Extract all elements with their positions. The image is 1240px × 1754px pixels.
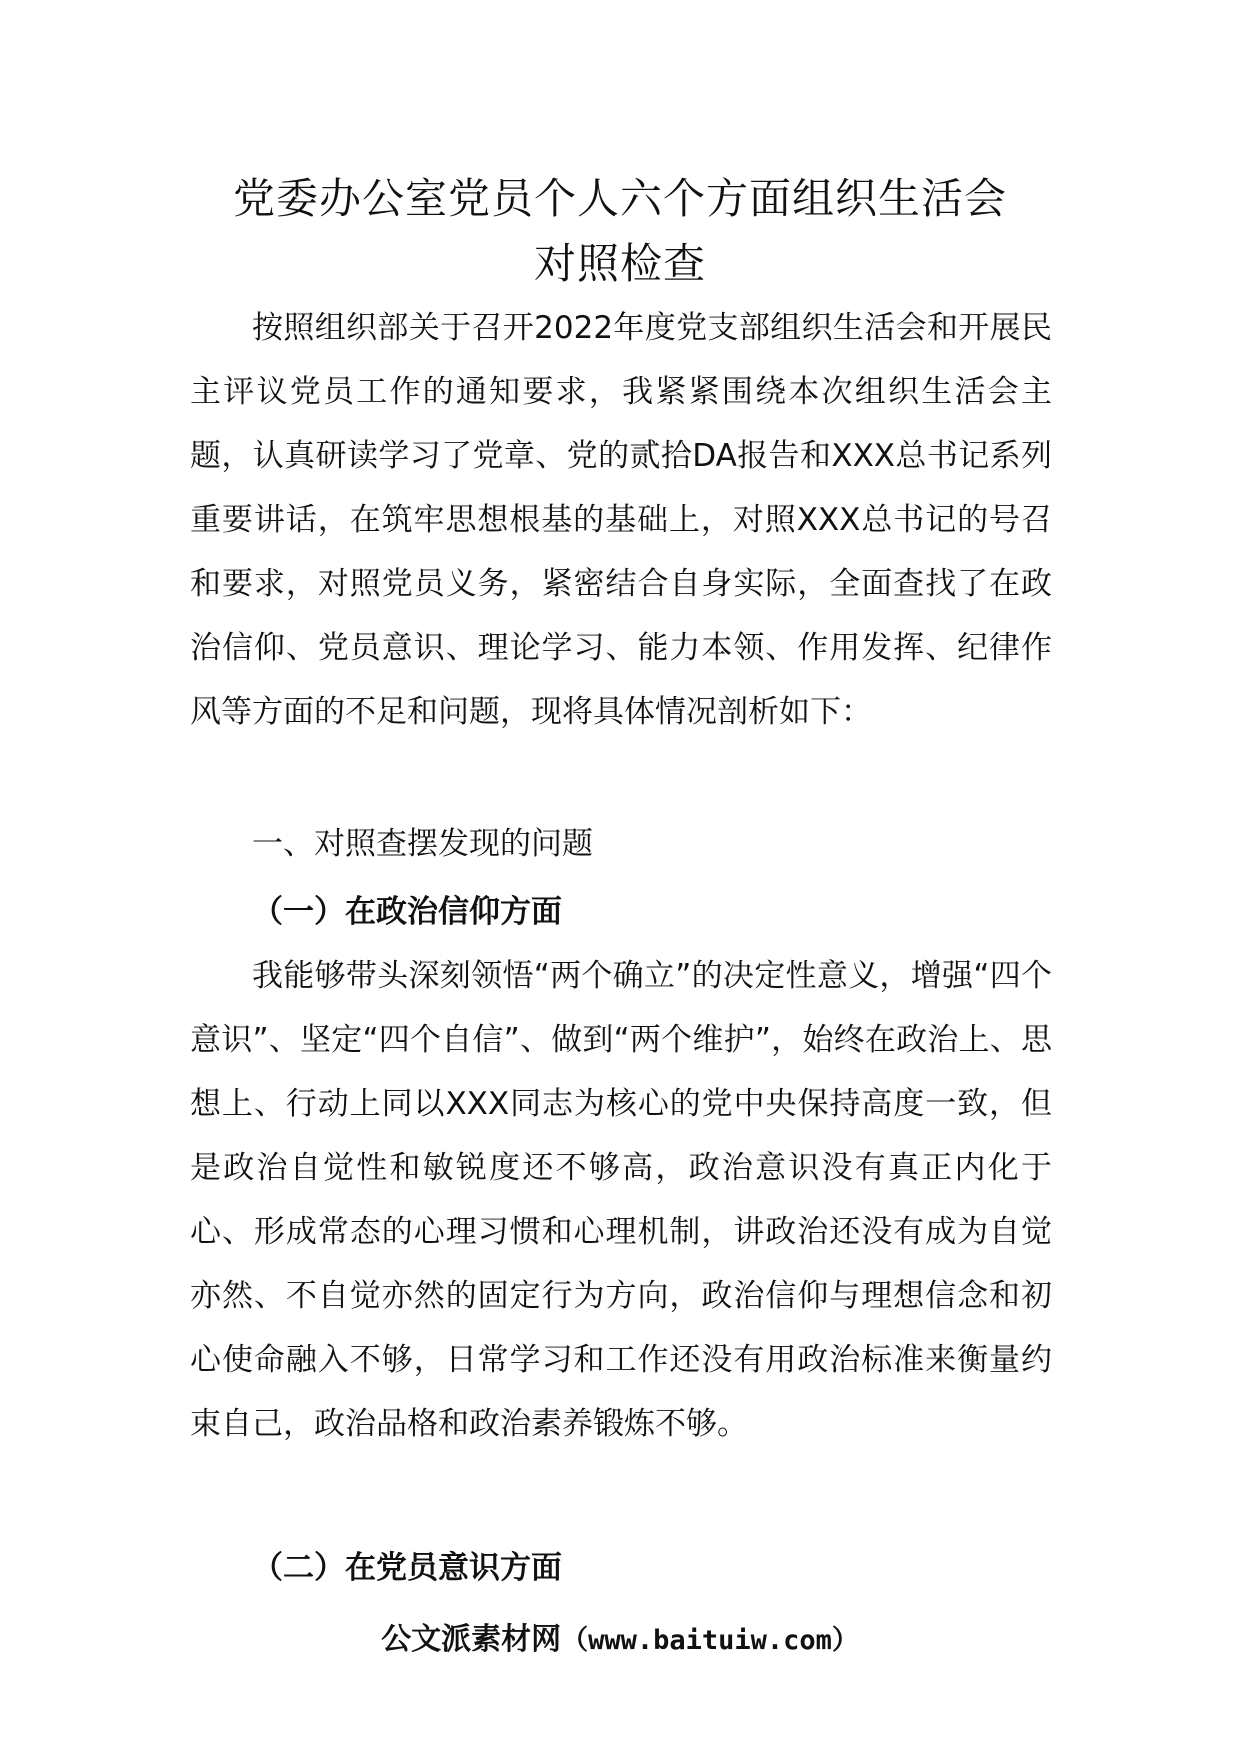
footer-watermark bbox=[150, 1614, 1090, 1658]
subsection-1-paragraph bbox=[190, 944, 1052, 1456]
subsection-1-heading-text: （一）在政治信仰方面 bbox=[252, 894, 562, 930]
subsection-1-heading bbox=[190, 880, 1052, 944]
document-title-line2: 对照检查 bbox=[533, 239, 706, 288]
subsection-2-heading-text: （二）在党员意识方面 bbox=[252, 1550, 562, 1586]
section-heading bbox=[190, 812, 1052, 876]
document-title-line1: 党委办公室党员个人六个方面组织生活会 bbox=[232, 174, 1007, 223]
subsection-1-body-text: 我能够带头深刻领悟“两个确立”的决定性意义，增强“四个意识”、坚定“四个自信”、做到“两个维护”，始终在政治上、思想上、行动上同以XXX同志为核心的党中央保持高度一致，但是政治自觉性和敏锐度还不够高，政治意识没有真正内化于心、形成常态的心理习惯和心理机制，讲政治还没有成为自觉亦然、不自觉亦然的固定行为方向，政治信仰与理想信念和初心使命融入不够，日常学习和工作还没有用政治标准来衡量约束自己，政治品格和政治素养锻炼不够。 bbox=[190, 958, 1052, 1442]
intro-paragraph bbox=[190, 296, 1052, 744]
footer-site-name: 公文派素材网 bbox=[381, 1622, 562, 1657]
intro-text: 按照组织部关于召开2022年度党支部组织生活会和开展民主评议党员工作的通知要求，我紧紧围绕本次组织生活会主题，认真研读学习了党章、党的贰拾DA报告和XXX总书记系列重要讲话，在筑牢思想根基的基础上，对照XXX总书记的号召和要求，对照党员义务，紧密结合自身实际，全面查找了在政治信仰、党员意识、理论学习、能力本领、作用发挥、纪律作风等方面的不足和问题，现将具体情况剖析如下： bbox=[190, 310, 1052, 730]
section-heading-text: 一、对照查摆发现的问题 bbox=[252, 826, 593, 862]
subsection-2-heading bbox=[190, 1536, 1052, 1600]
footer-url: （www.baituiw.com） bbox=[561, 1625, 859, 1656]
